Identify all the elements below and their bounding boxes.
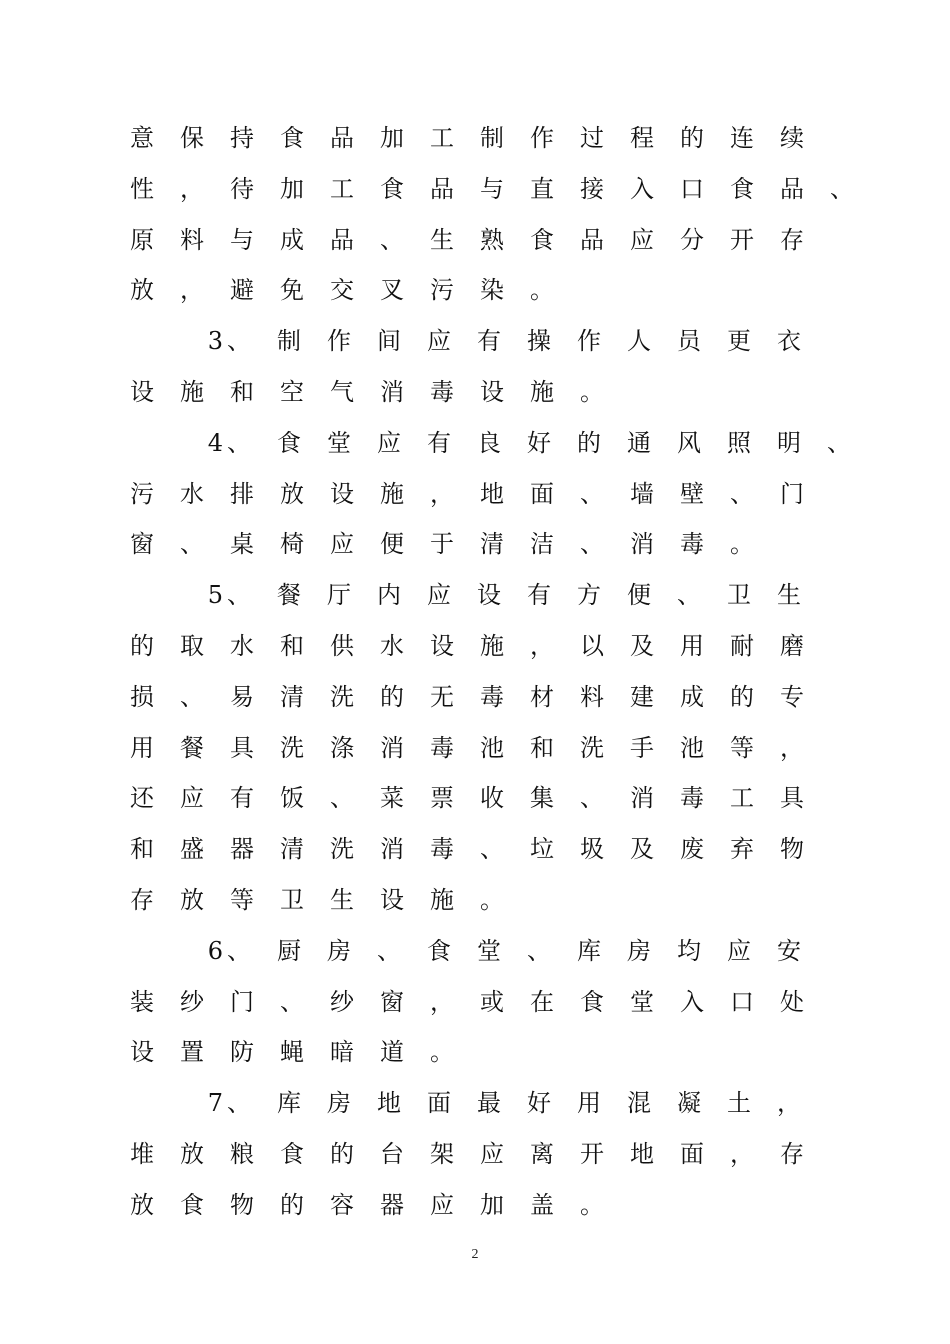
text-line: 污 水 排 放 设 施 ， 地 面 、 墙 壁 、 门 <box>130 479 804 508</box>
text-line: 和 盛 器 清 洗 消 毒 、 垃 圾 及 废 弃 物 <box>130 835 804 864</box>
text-line: 存 放 等 卫 生 设 施 。 <box>130 886 504 914</box>
text-line: 装 纱 门 、 纱 窗 ， 或 在 食 堂 入 口 处 <box>130 987 804 1016</box>
text-line: 堆 放 粮 食 的 台 架 应 离 开 地 面 ， 存 <box>130 1140 804 1168</box>
text-line: 3 、 制 作 间 应 有 操 作 人 员 更 衣 <box>207 327 801 356</box>
text-line: 的 取 水 和 供 水 设 施 ， 以 及 用 耐 磨 <box>130 632 804 660</box>
text-line: 性 ， 待 加 工 食 品 与 直 接 入 口 食 品 、 <box>130 174 854 203</box>
text-line: 4 、 食 堂 应 有 良 好 的 通 风 照 明 、 <box>207 428 851 457</box>
text-line: 5 、 餐 厅 内 应 设 有 方 便 、 卫 生 <box>207 581 801 610</box>
text-line: 设 置 防 蝇 暗 道 。 <box>130 1038 454 1067</box>
text-line: 放 食 物 的 容 器 应 加 盖 。 <box>130 1190 604 1219</box>
text-line: 6 、 厨 房 、 食 堂 、 库 房 均 应 安 <box>207 936 801 965</box>
text-line: 还 应 有 饭 、 菜 票 收 集 、 消 毒 工 具 <box>130 784 804 813</box>
text-line: 7 、 库 房 地 面 最 好 用 混 凝 土 ， <box>207 1089 801 1118</box>
text-line: 原 料 与 成 品 、 生 熟 食 品 应 分 开 存 <box>130 225 804 254</box>
text-line: 损 、 易 清 洗 的 无 毒 材 料 建 成 的 专 <box>130 682 804 711</box>
text-line: 意 保 持 食 品 加 工 制 作 过 程 的 连 续 <box>130 124 804 152</box>
text-line: 用 餐 具 洗 涤 消 毒 池 和 洗 手 池 等 ， <box>130 733 804 762</box>
text-line: 窗 、 桌 椅 应 便 于 清 洁 、 消 毒 。 <box>130 530 754 559</box>
text-line: 放 ， 避 免 交 叉 污 染 。 <box>130 276 554 305</box>
page-number: 2 <box>471 1247 479 1262</box>
text-line: 设 施 和 空 气 消 毒 设 施 。 <box>130 378 604 406</box>
